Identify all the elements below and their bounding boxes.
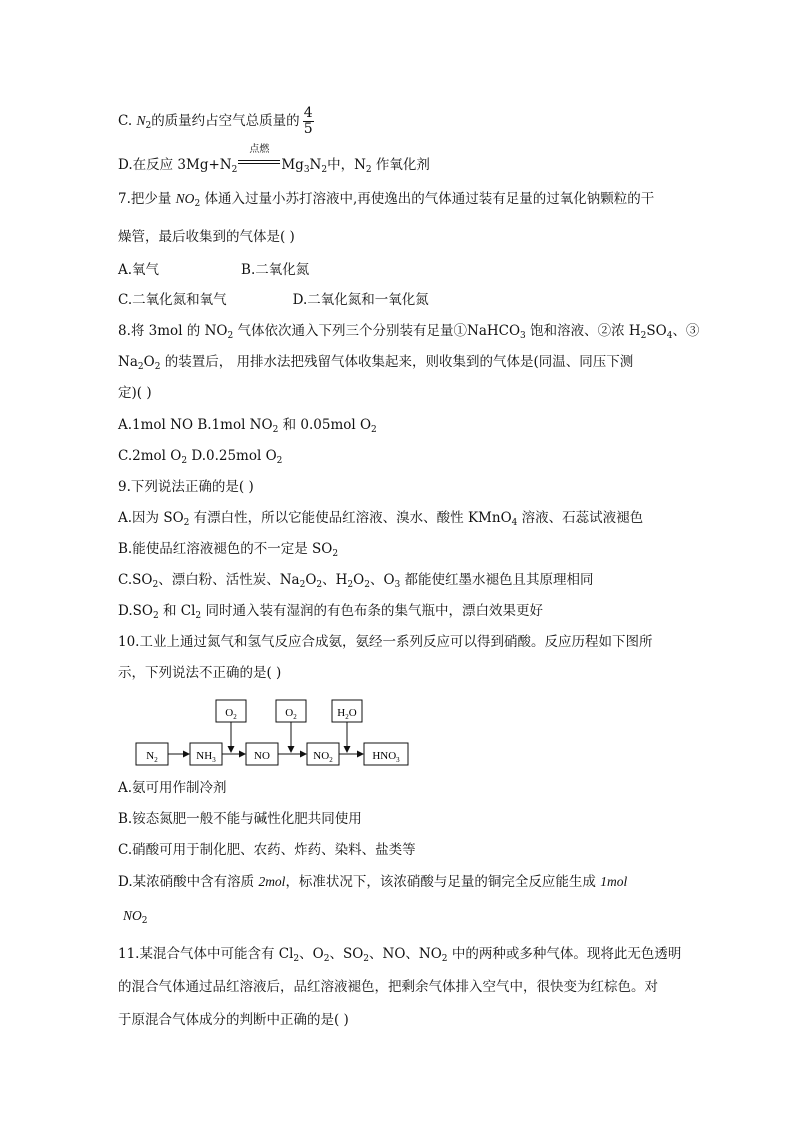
q11-stem-line2: 的混合气体通过品红溶液后，品红溶液褪色，把剩余气体排入空气中，很快变为红棕色。对 [118,979,658,995]
svg-text:HNO3: $HNO_3$ [372,750,400,764]
q9-stem: 9.下列说法正确的是( ) [118,479,254,495]
q9-option-b: B.能使品红溶液褪色的不一定是 $SO_2$ [118,541,339,559]
q11-stem-line1: 11.某混合气体中可能含有 $Cl_2$、$O_2$、$SO_2$、NO、$NO_2$ 中的两种或多种气体。现将此无色透明 [118,946,682,964]
q10-option-d-continued: $NO_2$ [123,908,148,926]
svg-text:H2O: $H_2O$ [337,707,357,721]
q8-options-cd: C.2mol $O_2$ D.0.25mol $O_2$ [118,448,283,466]
svg-text:NO: NO [254,750,270,762]
q8-stem-line3: 定)( ) [118,385,152,401]
q8-options-ab: A.1mol NO B.1mol $NO_2$ 和 0.05mol $O_2$ [118,417,377,435]
reaction-flow-diagram [130,696,415,770]
q10-option-d: D.某浓硝酸中含有溶质 2mol，标准状况下，该浓硝酸与足量的铜完全反应能生成 1mol [118,874,628,890]
q10-option-b: B.铵态氮肥一般不能与碱性化肥共同使用 [118,811,362,827]
input-box-o2-second [276,700,306,722]
q7-stem-line2: 燥管，最后收集到的气体是( ) [118,229,295,245]
input-box-h2o [332,700,362,722]
svg-text:O2: $O_2$ [225,707,237,721]
flow-box-n2 [136,743,168,765]
flow-box-nh3 [190,743,222,765]
flow-box-hno3 [364,743,408,765]
q7-options-ab: A.氧气 B.二氧化氮 [118,262,310,278]
fraction-four-fifths: $\frac{4}{5}$ [303,105,313,137]
q6-option-d: D.在反应 $3Mg+N_2$ 点燃 $Mg_3N_2$中，$N_2$ 作氧化剂 [118,144,430,175]
flow-box-no [246,743,278,765]
q8-stem-line2: $Na_2O_2$ 的装置后， 用排水法把残留气体收集起来，则收集到的气体是(同温、同压下测 [118,354,634,372]
svg-text:NO2: $NO_2$ [313,750,333,764]
q9-option-c: $C.SO_2$、漂白粉、活性炭、$Na_2O_2$、$H_2O_2$、$O_3$ 都能使红墨水褪色且其原理相同 [118,572,594,590]
q6-option-c: C. $N_2$的质量约占空气总质量的 $\frac{4}{5}$ [118,105,313,137]
flow-box-no2 [307,743,339,765]
svg-text:N2: $N_2$ [146,750,158,764]
q7-options-cd: C.二氧化氮和氧气 D.二氧化氮和一氧化氮 [118,292,429,308]
q11-stem-line3: 于原混合气体成分的判断中正确的是( ) [118,1012,349,1028]
svg-text:O2: $O_2$ [285,707,297,721]
q8-stem-line1: 8.将 3mol 的 $NO_2$ 气体依次通入下列三个分别装有足量①NaHCO$_3$ 饱和溶液、②浓 $H_2SO_4$、③ [118,323,700,341]
svg-text:NH3: $NH_3$ [196,750,216,764]
q10-stem-line2: 示，下列说法不正确的是( ) [118,665,282,681]
reaction-condition-arrow: 点燃 [237,155,281,169]
q10-stem-line1: 10.工业上通过氮气和氢气反应合成氨，氨经一系列反应可以得到硝酸。反应历程如下图所 [118,634,653,650]
q10-option-a: A.氨可用作制冷剂 [118,780,227,796]
q10-option-c: C.硝酸可用于制化肥、农药、炸药、染料、盐类等 [118,842,416,858]
q7-stem-line1: 7.把少量 $NO_2$ 体通入过量小苏打溶液中,再使逸出的气体通过装有足量的过氧化钠颗粒的干 [118,191,655,209]
q9-option-a: A.因为 $SO_2$ 有漂白性，所以它能使品红溶液、溴水、酸性 KMnO$_4$ 溶液、石蕊试液褪色 [118,510,644,528]
q9-option-d: $D.SO_2$ 和 $Cl_2$ 同时通入装有湿润的有色布条的集气瓶中，漂白效果更好 [118,603,543,621]
input-box-o2-first [216,700,246,722]
